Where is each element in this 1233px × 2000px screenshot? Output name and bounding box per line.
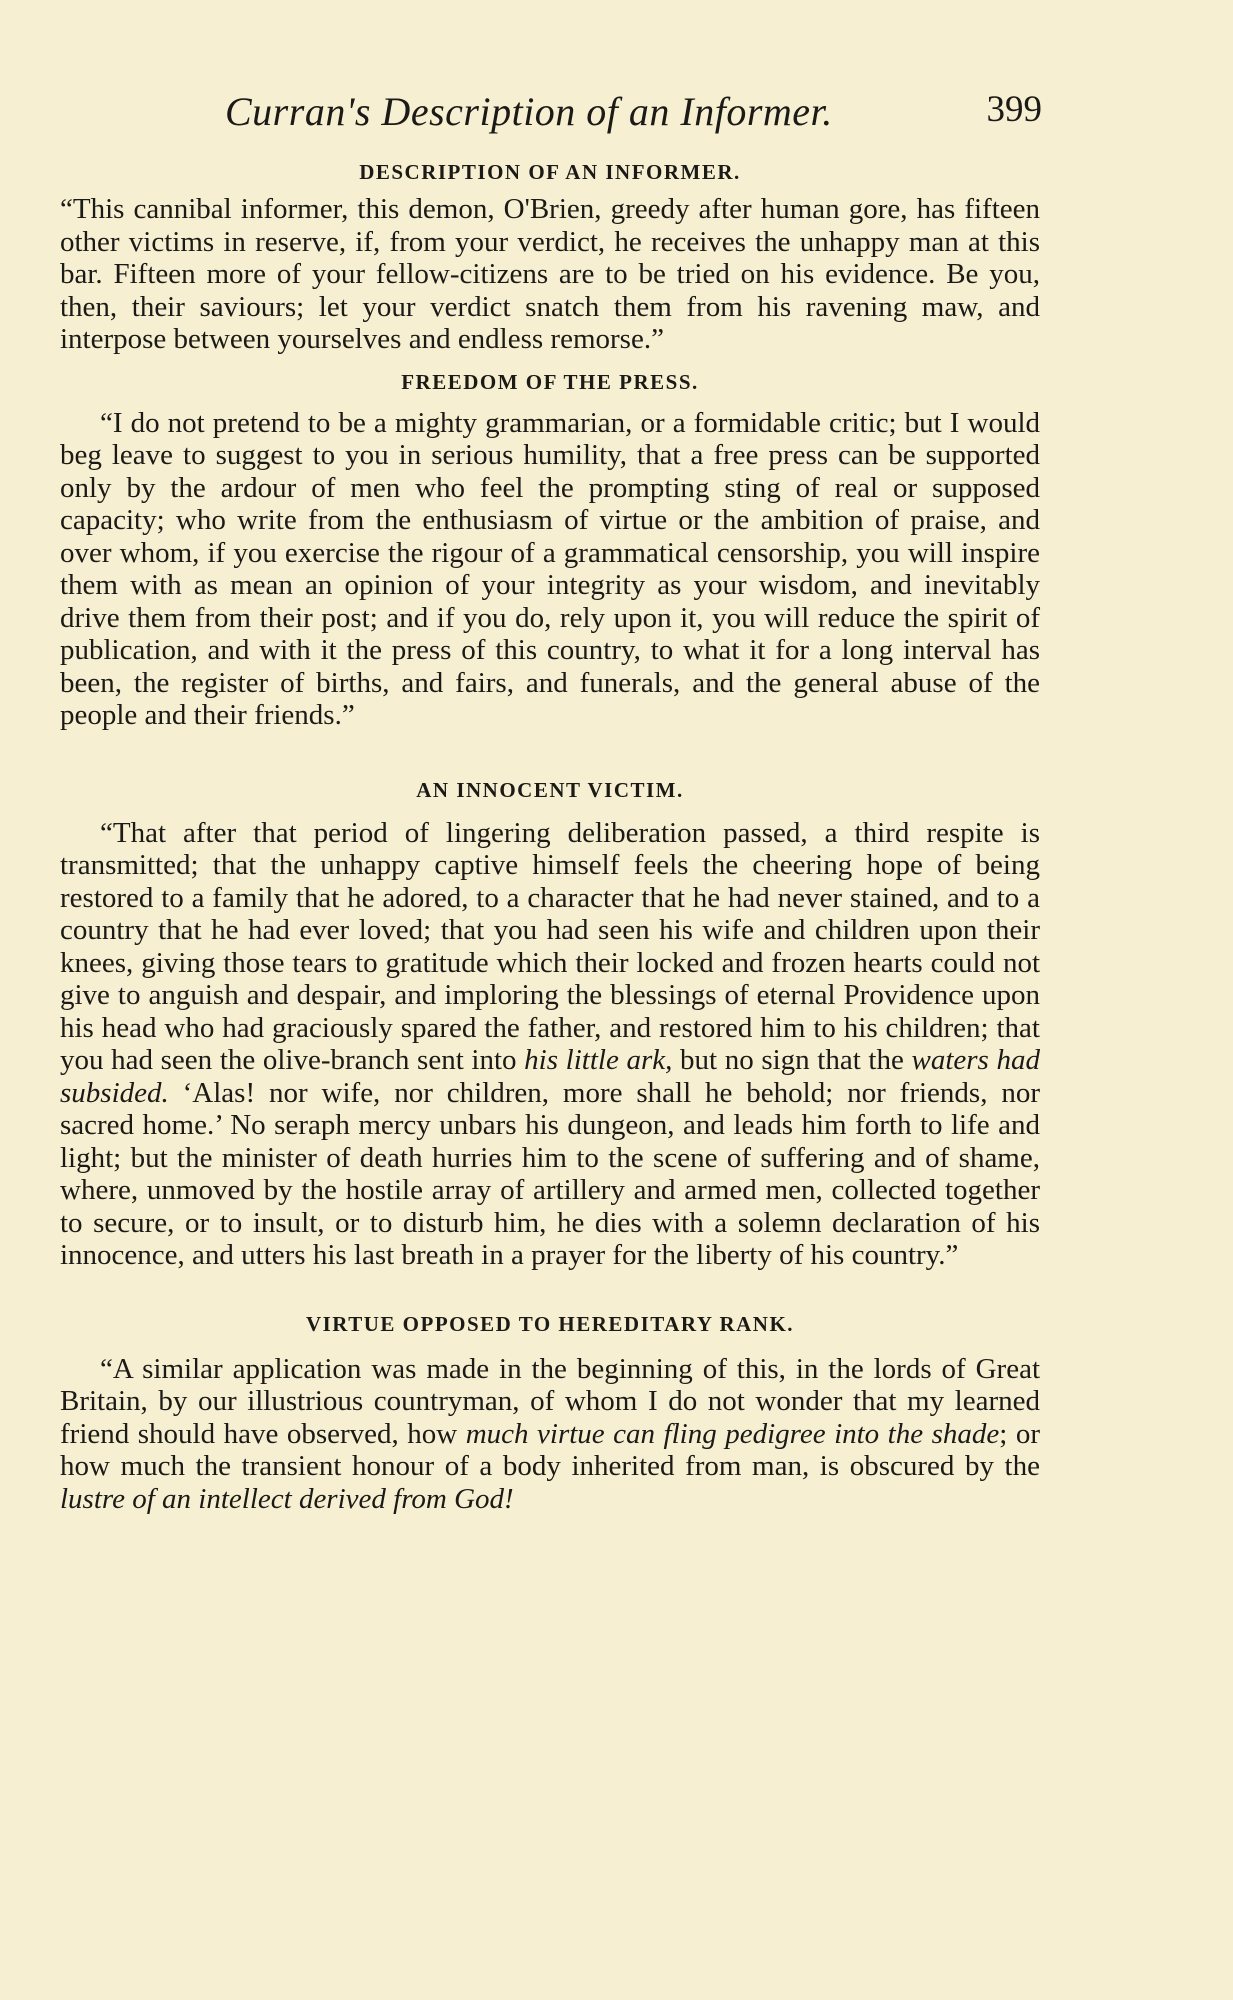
- section-heading-rank: VIRTUE OPPOSED TO HEREDITARY RANK.: [305, 1311, 795, 1336]
- section-heading-press: FREEDOM OF THE PRESS.: [401, 369, 699, 394]
- victim-emphasis-1: his little ark,: [524, 1044, 673, 1076]
- page-number: 399: [986, 89, 1042, 130]
- victim-text-2: but no sign that the: [672, 1044, 912, 1076]
- paragraph-rank: [60, 1353, 1040, 1516]
- victim-text-3: ‘Alas! nor wife, nor children, more shall he behold; nor friends, nor sacred home.’ No seraph mercy unbars his dungeon, and leads him forth to life and light; but the minister of death hurries him to the scene of suffering and of shame, where, unmoved by the hostile array of artillery and armed men, collected together to secure, or to insult, or to disturb him, he dies with a solemn declaration of his innocence, and utters his last breath in a prayer for the liberty of his country.”: [60, 1076, 1040, 1271]
- paragraph-press: “I do not pretend to be a mighty grammarian, or a formidable critic; but I would beg leave to suggest to you in serious humility, that a free press can be supported only by the ardour of men who feel the prompting sting of real or supposed capacity; who write from the enthusiasm of virtue or the ambition of praise, and over whom, if you exercise the rigour of a grammatical censorship, you will inspire them with as mean an opinion of your integrity as your wisdom, and inevitably drive them from their post; and if you do, rely upon it, you will reduce the spirit of publication, and with it the press of this country, to what it for a long interval has been, the register of births, and fairs, and funerals, and the general abuse of the people and their friends.”: [60, 406, 1040, 731]
- book-page: [60, 88, 1040, 1515]
- running-head: Curran's Description of an Informer.: [225, 89, 833, 134]
- victim-emphasis-2: waters had subsided.: [60, 1044, 1040, 1109]
- rank-text-1: “A similar application was made in the beginning of this, in the lords of Great Britain, by our illustrious countryman, of whom I do not wonder that my learned friend should have observed, how: [60, 1352, 1040, 1450]
- paragraph-informer: “This cannibal informer, this demon, O'Brien, greedy after human gore, has fifteen other victims in reserve, if, from your verdict, he receives the unhappy man at this bar. Fifteen more of your fellow-citizens are to be tried on his evidence. Be you, then, their saviours; let your verdict snatch them from his ravening maw, and interpose between yourselves and endless remorse.”: [60, 193, 1040, 355]
- section-heading-victim: AN INNOCENT VICTIM.: [416, 777, 684, 802]
- rank-text-2: ; or how much the transient honour of a body inherited from man, is obscured by the: [60, 1417, 1040, 1482]
- victim-text-1: “That after that period of lingering deliberation passed, a third respite is transmitted; that the unhappy captive himself feels the cheering hope of being restored to a family that he adored, to a character that he had never stained, and to a country that he had ever loved; that you had seen his wife and children upon their knees, giving those tears to gratitude which their locked and frozen hearts could not give to anguish and despair, and imploring the blessings of eternal Providence upon his head who had graciously spared the father, and restored him to his children; that you had seen the olive-branch sent into: [60, 816, 1040, 1076]
- paragraph-victim: [60, 817, 1040, 1272]
- rank-emphasis-1: much virtue can fling pedigree into the shade: [465, 1417, 1000, 1450]
- page-header: [60, 88, 1040, 148]
- rank-emphasis-2: lustre of an intellect derived from God!: [60, 1482, 514, 1515]
- section-heading-informer: DESCRIPTION OF AN INFORMER.: [359, 160, 741, 184]
